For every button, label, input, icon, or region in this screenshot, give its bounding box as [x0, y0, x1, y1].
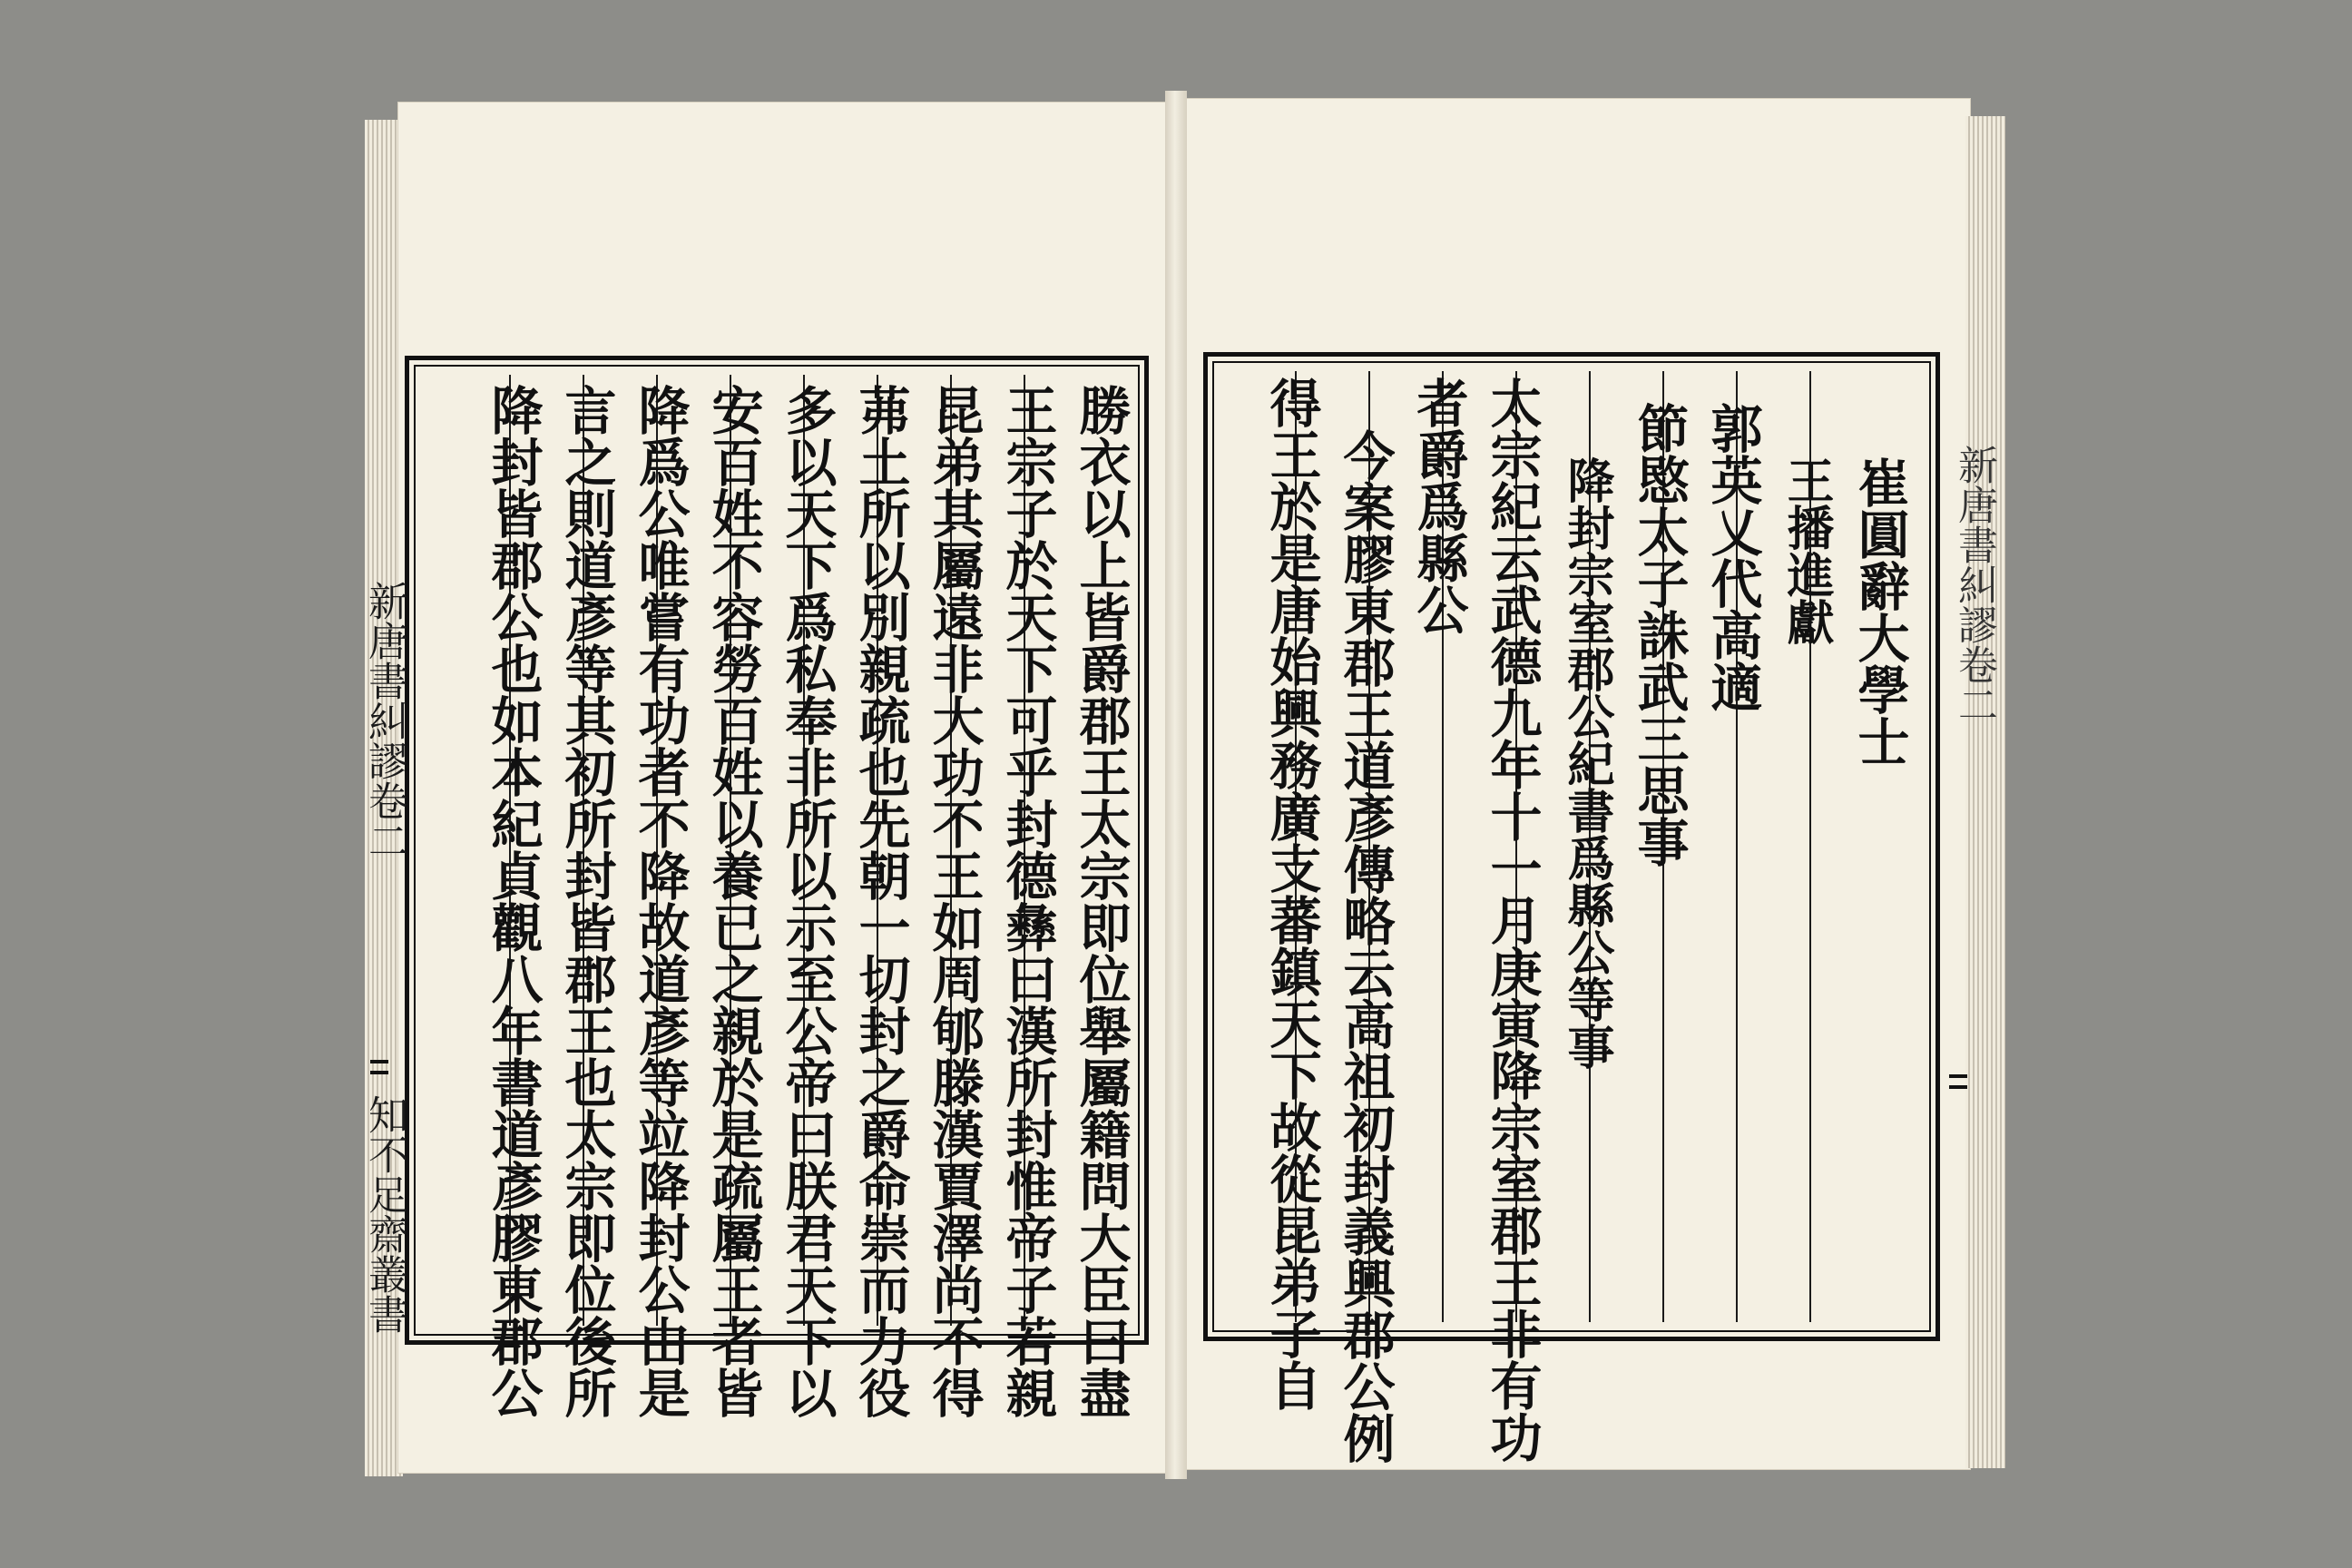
publisher-name: 知不足齋叢書: [361, 1094, 407, 1334]
text-column: 節愍太子誅武三思事: [1629, 402, 1690, 867]
page-number-mark: [370, 1071, 388, 1074]
book-gutter: [1165, 91, 1187, 1479]
text-column: 言之則道彥等其初所封皆郡王也太宗即位後所: [556, 384, 617, 1418]
spine-title-right: 新唐書糾謬卷二: [1951, 445, 1997, 724]
page-number-mark: [1949, 1074, 1967, 1078]
text-column: 茀土所以別親疏也先朝一切封之爵命崇而力役: [850, 384, 911, 1418]
text-column: 得王於是唐始興務廣支蕃鎮天下故從昆弟子自: [1261, 377, 1322, 1411]
right-text-frame: [1203, 352, 1940, 1464]
right-page-edges: [1965, 116, 2005, 1468]
text-column: 者爵爲縣公: [1408, 377, 1469, 635]
page-number-mark: [370, 1060, 388, 1063]
text-column: 郭英乂代高適: [1702, 402, 1763, 712]
text-column: 王播進獻: [1779, 456, 1834, 645]
text-column: 降封皆郡公也如本紀貞觀八年書道彥膠東郡公: [483, 384, 544, 1418]
left-text-frame: [405, 356, 1149, 1418]
text-column: 太宗紀云武德九年十一月庚寅降宗室郡王非有功: [1482, 377, 1543, 1463]
text-column: 多以天下爲私奉非所以示至公帝曰朕君天下以: [777, 384, 838, 1418]
spine-title: 新唐書糾謬卷二: [361, 581, 407, 860]
text-column: 崔圓辭大學士: [1849, 456, 1910, 767]
text-column: 勝衣以上皆爵郡王太宗即位舉屬籍問大臣曰盡: [1071, 384, 1132, 1418]
text-column: 安百姓不容勞百姓以養已之親於是疏屬王者皆: [703, 384, 764, 1418]
text-column: 降封宗室郡公紀書爲縣公等事: [1559, 456, 1614, 1070]
text-column: 今案膠東郡王道彥傳略云高祖初封義興郡公例: [1335, 429, 1396, 1464]
text-column: 昆弟其屬遠非大功不王如周郇滕漢賈澤尚不得: [924, 384, 985, 1418]
text-column: 降爲公唯嘗有功者不降故道彥等竝降封公由是: [630, 384, 691, 1418]
text-column: 王宗子於天下可乎封德彝曰漢所封惟帝子若親: [997, 384, 1058, 1418]
page-number-mark: [1949, 1085, 1967, 1089]
